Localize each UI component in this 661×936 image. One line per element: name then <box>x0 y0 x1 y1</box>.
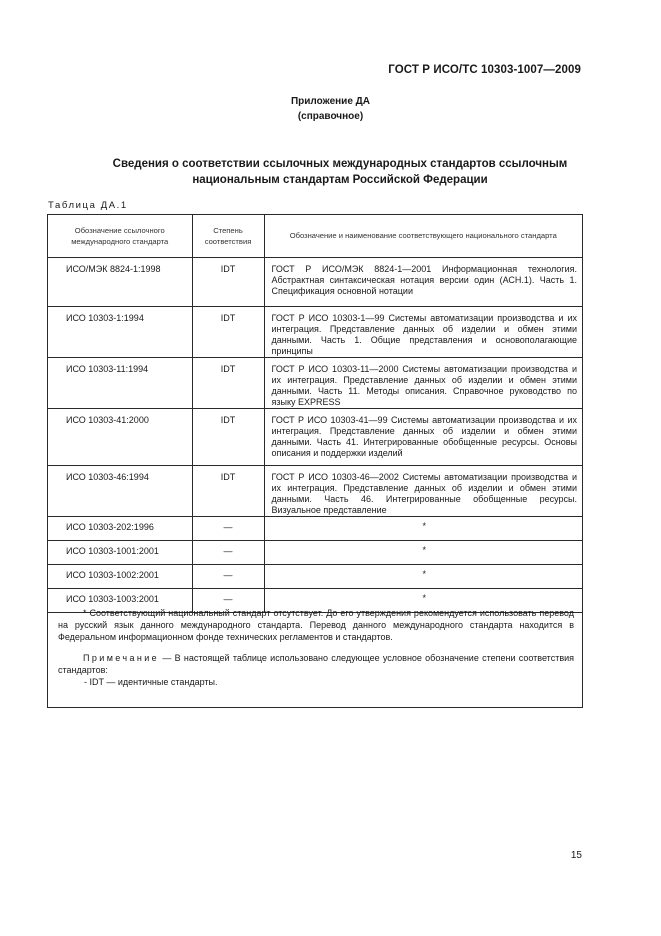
correspondence-table-frame <box>47 214 583 708</box>
table-caption: Таблица ДА.1 <box>48 200 128 211</box>
cell-international-standard: ИСО 10303-41:2000 <box>48 408 192 465</box>
cell-international-standard: ИСО 10303-46:1994 <box>48 465 192 516</box>
note-text: — В настоящей таблице использовано следующее условное обозначение степени соответствия стандартов: <box>58 653 574 675</box>
cell-international-standard: ИСО 10303-1002:2001 <box>48 564 192 588</box>
table-header-row <box>48 215 582 257</box>
cell-degree: — <box>192 540 264 564</box>
cell-international-standard: ИСО/МЭК 8824-1:1998 <box>48 257 192 306</box>
note-list-item: - IDT — идентичные стандарты. <box>84 677 218 687</box>
correspondence-table <box>48 215 582 613</box>
cell-degree: IDT <box>192 465 264 516</box>
cell-degree: — <box>192 564 264 588</box>
cell-degree: — <box>192 516 264 540</box>
cell-national-standard: * <box>264 516 582 540</box>
cell-international-standard: ИСО 10303-1:1994 <box>48 306 192 357</box>
cell-degree: — <box>192 588 264 612</box>
appendix-title: Приложение ДА <box>290 96 371 107</box>
table-row <box>48 306 582 357</box>
cell-international-standard: ИСО 10303-1003:2001 <box>48 588 192 612</box>
section-title <box>60 156 620 188</box>
cell-national-standard: * <box>264 540 582 564</box>
table-row <box>48 540 582 564</box>
cell-national-standard: ГОСТ Р ИСО 10303-41—99 Системы автоматизации производства и их интеграция. Представление данных об изделии и обмен этими данными. Часть 41. Интегрированные обобщенные ресурсы. Основы описания и поддержки изделий <box>264 408 582 465</box>
table-row <box>48 516 582 540</box>
table-row <box>48 465 582 516</box>
cell-national-standard: * <box>264 588 582 612</box>
note-label: Примечание <box>83 653 160 663</box>
table-row <box>48 357 582 408</box>
page-number: 15 <box>570 850 582 861</box>
cell-degree: IDT <box>192 257 264 306</box>
section-title-line-2: национальным стандартам Российской Федерации <box>192 174 488 186</box>
cell-national-standard: * <box>264 564 582 588</box>
table-row <box>48 408 582 465</box>
cell-degree: IDT <box>192 357 264 408</box>
cell-national-standard: ГОСТ Р ИСО/МЭК 8824-1—2001 Информационная технология. Абстрактная синтаксическая нотация версии один (АСН.1). Часть 1. Спецификация основной нотации <box>264 257 582 306</box>
cell-national-standard: ГОСТ Р ИСО 10303-1—99 Системы автоматизации производства и их интеграция. Представление данных об изделии и обмен этими данными. Часть 1. Общие представления и основополагающие принципы <box>264 306 582 357</box>
cell-national-standard: ГОСТ Р ИСО 10303-11—2000 Системы автоматизации производства и их интеграция. Представление данных об изделии и обмен этими данными. Часть 11. Методы описания. Справочное руководство по языку EXPRESS <box>264 357 582 408</box>
note-paragraph <box>58 652 574 676</box>
appendix-subtitle: (справочное) <box>297 111 364 122</box>
column-header-international-standard: Обозначение ссылочного международного стандарта <box>48 215 192 257</box>
appendix-heading <box>0 94 661 124</box>
column-header-national-standard: Обозначение и наименование соответствующего национального стандарта <box>264 215 582 257</box>
footnote-text: * Соответствующий национальный стандарт отсутствует. До его утверждения рекомендуется использовать перевод на русский язык данного международного стандарта. Перевод данного международного стандарта находится в Федеральном информационном фонде технических регламентов и стандартов. <box>58 608 574 642</box>
section-title-line-1: Сведения о соответствии ссылочных международных стандартов ссылочным <box>112 158 568 170</box>
cell-degree: IDT <box>192 306 264 357</box>
document-code-header: ГОСТ Р ИСО/ТС 10303-1007—2009 <box>388 64 581 76</box>
table-notes <box>48 607 582 688</box>
cell-international-standard: ИСО 10303-1001:2001 <box>48 540 192 564</box>
column-header-degree: Степень соответствия <box>192 215 264 257</box>
table-row <box>48 257 582 306</box>
cell-degree: IDT <box>192 408 264 465</box>
cell-national-standard: ГОСТ Р ИСО 10303-46—2002 Системы автоматизации производства и их интеграция. Представление данных об изделии и обмен этими данными. Часть 46. Интегрированные обобщенные ресурсы. Визуальное представление <box>264 465 582 516</box>
table-row <box>48 564 582 588</box>
cell-international-standard: ИСО 10303-11:1994 <box>48 357 192 408</box>
cell-international-standard: ИСО 10303-202:1996 <box>48 516 192 540</box>
